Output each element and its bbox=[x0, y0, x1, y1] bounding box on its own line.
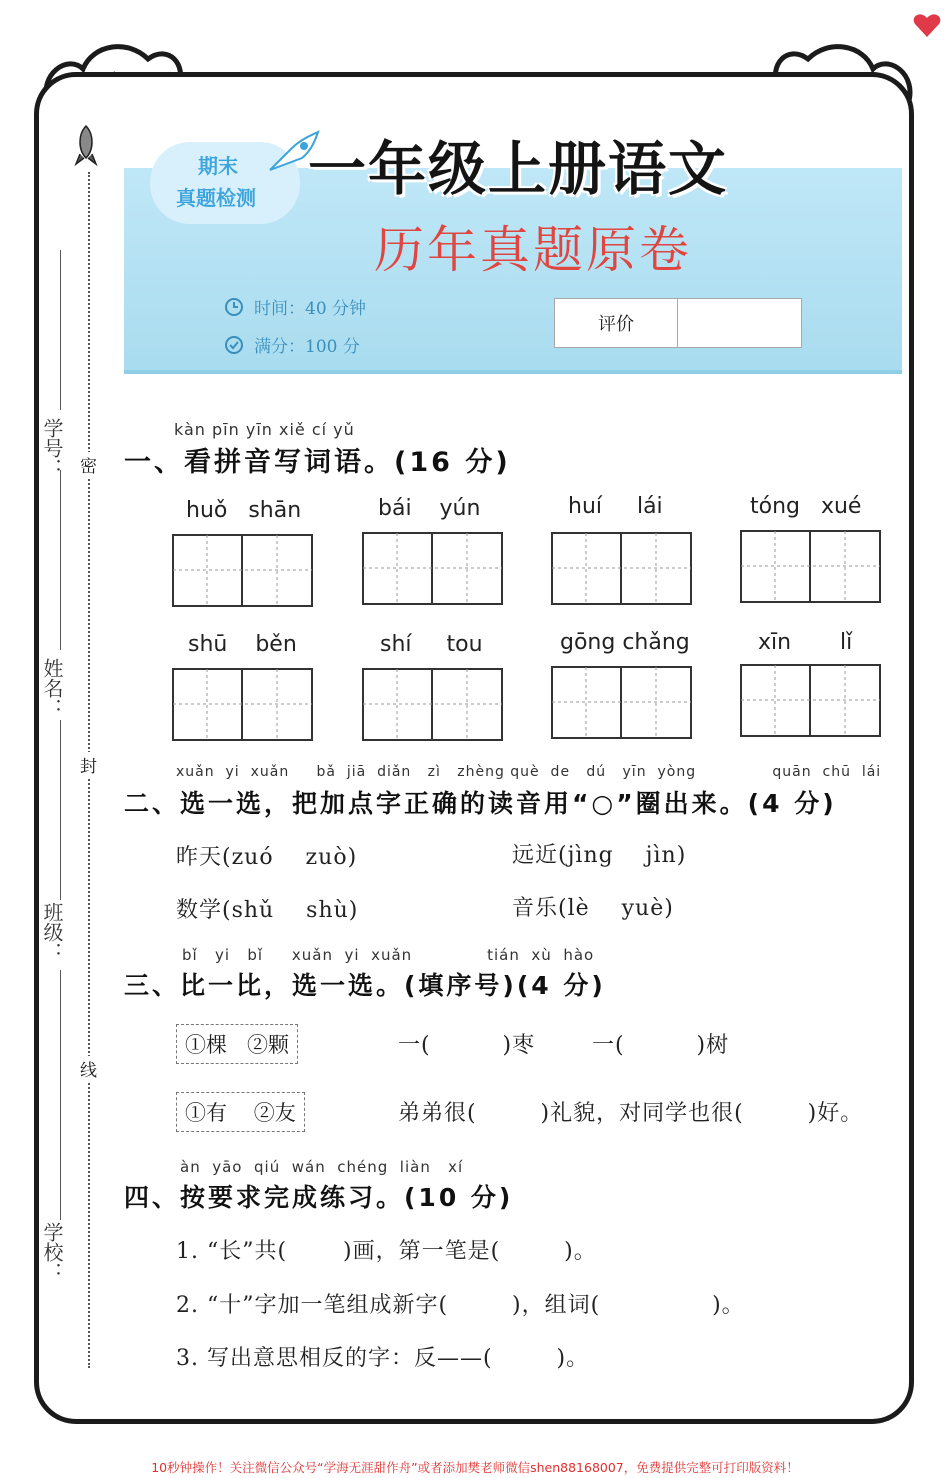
blank-line-xuehao bbox=[60, 250, 61, 410]
s4-q1[interactable]: 1. “长”共( )画，第一笔是( )。 bbox=[176, 1239, 597, 1264]
section2-pinyin: xuǎn yi xuǎn bǎ jiā diǎn zì zhèng què de dú yīn yòng quān chū lái bbox=[176, 764, 882, 780]
blank-line-xuexiao bbox=[60, 970, 61, 1220]
s4-q2[interactable]: 2. “十”字加一笔组成新字( )，组词( )。 bbox=[176, 1293, 745, 1318]
writing-grid-8[interactable] bbox=[740, 664, 882, 738]
word-pinyin-3: huí lái bbox=[568, 494, 663, 519]
s3-options-2: ①有 ②友 bbox=[176, 1092, 305, 1132]
section3-pinyin: bǐ yi bǐ xuǎn yi xuǎn tián xù hào bbox=[182, 946, 595, 964]
footer-note: 10秒钟操作！关注微信公众号“学海无涯甜作舟”或者添加樊老师微信shen88168007，免费提供完整可打印版资料！ bbox=[151, 1460, 799, 1475]
section4-title: 四、按要求完成练习。(10 分) bbox=[124, 1183, 514, 1212]
s3-options-1: ①棵 ②颗 bbox=[176, 1024, 298, 1064]
margin-xingming: 姓名： bbox=[40, 658, 64, 718]
s3-q1a[interactable]: 一( )枣 bbox=[398, 1033, 536, 1058]
rocket-small-icon bbox=[74, 124, 98, 168]
score-label: 满分：100 分 bbox=[254, 337, 360, 357]
badge-line1: 期末 bbox=[198, 154, 238, 178]
section3-title: 三、比一比，选一选。(填序号)(4 分) bbox=[124, 971, 606, 1000]
subtitle: 历年真题原卷 bbox=[374, 221, 692, 279]
main-title: 一年级上册语文 bbox=[308, 135, 729, 203]
margin-xian: 线 bbox=[80, 1056, 97, 1081]
blank-line-xingming bbox=[60, 470, 61, 650]
s2-item-3[interactable]: 数学(shǔ shù) bbox=[176, 898, 359, 923]
word-pinyin-6: shí tou bbox=[380, 632, 483, 657]
s3-q1b[interactable]: 一( )树 bbox=[592, 1033, 730, 1058]
section1-pinyin: kàn pīn yīn xiě cí yǔ bbox=[174, 420, 355, 439]
margin-xuehao: 学号： bbox=[40, 418, 64, 478]
blank-line-banji bbox=[60, 720, 61, 900]
margin-xuexiao: 学校： bbox=[40, 1222, 64, 1282]
word-pinyin-5: shū běn bbox=[188, 632, 297, 657]
time-label: 时间：40 分钟 bbox=[254, 299, 367, 319]
writing-grid-1[interactable] bbox=[172, 534, 314, 608]
margin-banji: 班级： bbox=[40, 902, 64, 962]
evaluation-field[interactable] bbox=[678, 299, 801, 347]
s3-q2[interactable]: 弟弟很( )礼貌，对同学也很( )好。 bbox=[398, 1101, 864, 1126]
s2-item-1[interactable]: 昨天(zuó zuò) bbox=[176, 845, 358, 870]
writing-grid-5[interactable] bbox=[172, 668, 314, 742]
score-row bbox=[224, 332, 360, 357]
writing-grid-4[interactable] bbox=[740, 530, 882, 604]
heart-icon bbox=[912, 12, 942, 40]
word-pinyin-7: gōng chǎng bbox=[560, 630, 690, 655]
section2-title: 二、选一选，把加点字正确的读音用“○”圈出来。(4 分) bbox=[124, 789, 837, 818]
section1-title: 一、看拼音写词语。(16 分) bbox=[124, 447, 511, 478]
s4-q3[interactable]: 3. 写出意思相反的字：反——( )。 bbox=[176, 1346, 590, 1371]
writing-grid-7[interactable] bbox=[551, 666, 693, 740]
margin-mi: 密 bbox=[80, 452, 97, 477]
evaluation-box bbox=[554, 298, 802, 348]
time-row bbox=[224, 294, 366, 319]
writing-grid-3[interactable] bbox=[551, 532, 693, 606]
writing-grid-6[interactable] bbox=[362, 668, 504, 742]
word-pinyin-4: tóng xué bbox=[750, 494, 862, 519]
section4-pinyin: àn yāo qiú wán chéng liàn xí bbox=[180, 1158, 464, 1176]
check-circle-icon bbox=[224, 335, 244, 355]
s2-item-4[interactable]: 音乐(lè yuè) bbox=[512, 896, 674, 921]
word-pinyin-2: bái yún bbox=[378, 496, 481, 521]
word-pinyin-8: xīn lǐ bbox=[758, 630, 853, 655]
clock-icon bbox=[224, 297, 244, 317]
margin-feng: 封 bbox=[80, 752, 97, 777]
badge-line2: 真题检测 bbox=[176, 186, 256, 210]
word-pinyin-1: huǒ shān bbox=[186, 498, 302, 523]
writing-grid-2[interactable] bbox=[362, 532, 504, 606]
evaluation-label: 评价 bbox=[555, 299, 678, 347]
s2-item-2[interactable]: 远近(jìng jìn) bbox=[512, 843, 687, 868]
